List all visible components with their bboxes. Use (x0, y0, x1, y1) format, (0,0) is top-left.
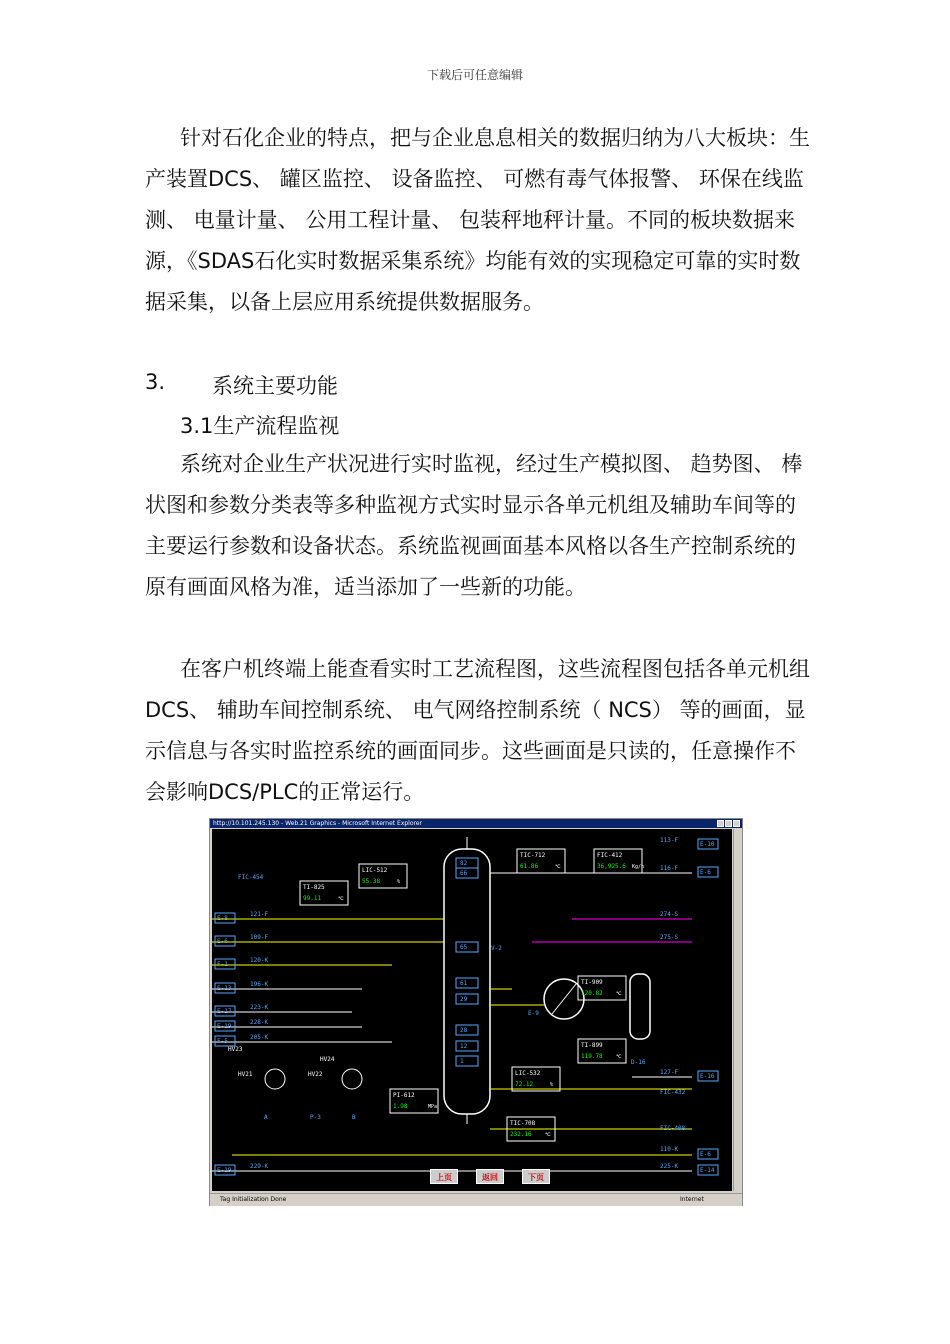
subsection-title: 3.1生产流程监视 (180, 414, 340, 438)
stream-label-right: 110-K (660, 1146, 679, 1153)
equipment-label: HV21 (238, 1071, 253, 1078)
flow-diagram-svg (212, 829, 732, 1191)
stream-label: 229-K (250, 1163, 269, 1170)
vertical-scrollbar[interactable] (733, 829, 742, 1191)
security-zone: Internet (680, 1196, 704, 1203)
tag-value: 232.16 (510, 1131, 532, 1138)
tray-number: 66 (460, 870, 468, 877)
stream-id-right: E-16 (700, 1073, 715, 1080)
stream-label: 223-K (250, 1004, 269, 1011)
tray-number: 61 (460, 980, 468, 987)
tag-id: FIC-412 (597, 852, 623, 859)
tag-unit: MPa (428, 1104, 438, 1110)
diagram-labels (215, 837, 718, 1175)
reflux-drum (630, 974, 650, 1039)
stream-label-right: 113-F (660, 837, 679, 844)
stream-id-left: E-19 (217, 1167, 232, 1174)
tag-value: 36,925.6 (597, 863, 626, 870)
stream-id-left: E-8 (217, 915, 228, 922)
next-page-button[interactable]: 下页 (522, 1169, 550, 1184)
tag-value: 1.98 (393, 1103, 408, 1110)
page-header: 下载后可任意编辑 (426, 68, 523, 82)
tag-unit: ℃ (555, 864, 561, 870)
paragraph-intro: 针对石化企业的特点，把与企业息息相关的数据归纳为八大板块：生产装置DCS、 罐区监控、 设备监控、 可燃有毒气体报警、 环保在线监测、 电量计量、 公用工程计量、 包装秤地秤计量。不同的板块数据来源，《SDAS石化实时数据采集系统》均能有效的实现稳定可靠的实时数据采集，以备上层应用系统提供数据服务。 (145, 126, 810, 314)
equipment-label: HV23 (228, 1046, 243, 1053)
tag-id: PI-612 (393, 1092, 415, 1099)
heat-exchanger-coil (552, 984, 576, 1014)
tag-value: 55.38 (362, 878, 381, 885)
tag-unit: % (550, 1082, 554, 1088)
stream-label-right: 225-K (660, 1163, 679, 1170)
tray-number: 82 (460, 860, 468, 867)
stream-label: 121-F (250, 911, 269, 918)
section-number: 3. (145, 370, 166, 394)
stream-label: 205-K (250, 1034, 269, 1041)
stream-id-right: E-6 (700, 1151, 711, 1158)
tag-value: 99.11 (303, 895, 322, 902)
process-screenshot-window (209, 818, 743, 1206)
tray-number: 65 (460, 944, 468, 951)
tag-id: LIC-532 (515, 1070, 541, 1077)
tag-unit: % (397, 879, 401, 885)
stream-label: 120-K (250, 957, 269, 964)
stream-label-right: 274-S (660, 911, 679, 918)
back-button[interactable]: 返回 (476, 1169, 504, 1184)
tray-number: 29 (460, 996, 468, 1003)
section-title: 系统主要功能 (212, 374, 338, 398)
stream-id-left: F-1 (217, 961, 228, 968)
tag-value: 72.12 (515, 1081, 534, 1088)
status-bar (210, 1193, 742, 1206)
stream-label-right: 275-S (660, 934, 679, 941)
tag-unit: ℃ (338, 896, 344, 902)
stream-id-right: E-10 (700, 841, 715, 848)
tag-unit: ℃ (616, 1054, 622, 1060)
tag-id: TIC-708 (510, 1120, 536, 1127)
stream-label-right: 127-F (660, 1069, 679, 1076)
paragraph-monitoring: 系统对企业生产状况进行实时监视，经过生产模拟图、 趋势图、 棒状图和参数分类表等多种监视方式实时显示各单元机组及辅助车间等的主要运行参数和设备状态。系统监视画面基本风格以各生产控制系统的原有画面风格为准，适当添加了一些新的功能。 (145, 452, 803, 599)
paragraph-client: 在客户机终端上能查看实时工艺流程图，这些流程图包括各单元机组DCS、 辅助车间控制系统、 电气网络控制系统（ NCS） 等的画面，显示信息与各实时监控系统的画面同步。这些画面是只读的，任意操作不会影响DCS/PLC的正常运行。 (145, 657, 810, 804)
equipment-label: HV22 (308, 1071, 323, 1078)
stream-label: 196-K (250, 981, 269, 988)
tag-id: TI-899 (581, 1042, 603, 1049)
prev-page-button[interactable]: 上页 (430, 1169, 458, 1184)
tag-unit: ℃ (545, 1132, 551, 1138)
status-text: Tag Initialization Done (220, 1196, 287, 1203)
stream-label-right: 116-F (660, 865, 679, 872)
tag-id: TI-825 (303, 884, 325, 891)
equipment-label: FIC-454 (238, 874, 264, 881)
tag-value: 120.82 (581, 990, 603, 997)
equipment-label: V-2 (491, 945, 502, 952)
stream-id-left: F-5 (217, 1038, 228, 1045)
pump-b (342, 1069, 362, 1089)
stream-label-right: FIC-408 (660, 1125, 686, 1132)
equipment-label: P-3 (310, 1114, 321, 1121)
equipment-label: A (264, 1114, 268, 1121)
close-icon[interactable] (733, 820, 740, 827)
equipment-label: E-9 (528, 1010, 539, 1017)
stream-label: 228-K (250, 1019, 269, 1026)
equipment-label: D-16 (631, 1059, 646, 1066)
tray-number: 1 (460, 1058, 464, 1065)
equipment-label: HV24 (320, 1056, 335, 1063)
tag-id: TIC-712 (520, 852, 546, 859)
tag-unit: Kg/h (632, 864, 645, 870)
stream-id-left: E-19 (217, 1023, 232, 1030)
stream-id-right: E-14 (700, 1167, 715, 1174)
equipment-label: B (352, 1114, 356, 1121)
stream-id-left: E-13 (217, 985, 232, 992)
minimize-icon[interactable] (717, 820, 724, 827)
pump-a (265, 1069, 285, 1089)
tray-number: 12 (460, 1043, 468, 1050)
maximize-icon[interactable] (725, 820, 732, 827)
tag-id: TI-909 (581, 979, 603, 986)
stream-id-right: E-6 (700, 869, 711, 876)
stream-id-left: E-17 (217, 1008, 232, 1015)
tag-value: 61.86 (520, 863, 539, 870)
tag-value: 119.78 (581, 1053, 603, 1060)
tag-id: LIC-512 (362, 867, 388, 874)
stream-label: 109-F (250, 934, 269, 941)
process-flow-diagram (212, 829, 732, 1191)
stream-label-right: FIC-432 (660, 1089, 686, 1096)
window-title: http://10.101.245.130 - Web.21 Graphics - Microsoft Internet Explorer (210, 819, 742, 828)
stream-id-left: E-6 (217, 938, 228, 945)
tag-unit: ℃ (616, 991, 622, 997)
tray-number: 28 (460, 1027, 468, 1034)
